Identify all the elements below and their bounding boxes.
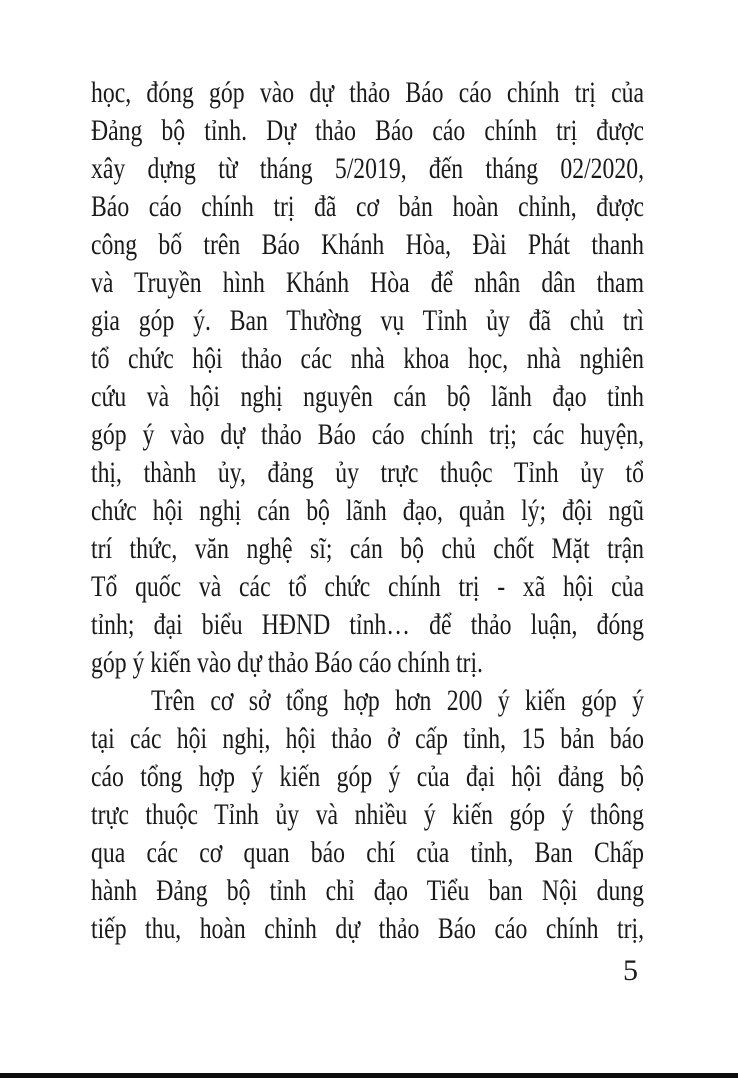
text-line: cứu và hội nghị nguyên cán bộ lãnh đạo tỉnh: [91, 380, 644, 413]
text-line: qua các cơ quan báo chí của tỉnh, Ban Chấp: [91, 836, 644, 869]
text-line: và Truyền hình Khánh Hòa để nhân dân tham: [91, 266, 644, 299]
text-line: tổ chức hội thảo các nhà khoa học, nhà nghiên: [91, 342, 644, 375]
text-line: Đảng bộ tỉnh. Dự thảo Báo cáo chính trị được: [91, 114, 644, 147]
text-line: Tổ quốc và các tổ chức chính trị - xã hội của: [91, 570, 644, 603]
text-line: Trên cơ sở tổng hợp hơn 200 ý kiến góp ý: [151, 684, 644, 717]
page-number: 5: [623, 954, 638, 987]
body-text: [91, 74, 644, 948]
text-line: thị, thành ủy, đảng ủy trực thuộc Tỉnh ủy tổ: [91, 456, 644, 489]
text-line: chức hội nghị cán bộ lãnh đạo, quản lý; đội ngũ: [91, 494, 644, 527]
text-line: trí thức, văn nghệ sĩ; cán bộ chủ chốt Mặt trận: [91, 532, 644, 565]
text-line: góp ý kiến vào dự thảo Báo cáo chính trị.: [91, 646, 483, 679]
text-line: tiếp thu, hoàn chỉnh dự thảo Báo cáo chính trị,: [91, 912, 644, 945]
text-line: cáo tổng hợp ý kiến góp ý của đại hội đảng bộ: [91, 760, 644, 793]
scan-bottom-edge: [0, 1073, 738, 1078]
text-line: gia góp ý. Ban Thường vụ Tỉnh ủy đã chủ trì: [91, 304, 644, 337]
text-line: tại các hội nghị, hội thảo ở cấp tỉnh, 15 bản báo: [91, 722, 644, 755]
text-line: công bố trên Báo Khánh Hòa, Đài Phát thanh: [91, 228, 644, 261]
text-line: góp ý vào dự thảo Báo cáo chính trị; các huyện,: [91, 418, 644, 451]
text-line: học, đóng góp vào dự thảo Báo cáo chính trị của: [91, 76, 644, 109]
text-line: hành Đảng bộ tỉnh chỉ đạo Tiểu ban Nội dung: [91, 874, 644, 907]
text-line: trực thuộc Tỉnh ủy và nhiều ý kiến góp ý thông: [91, 798, 644, 831]
text-line: Báo cáo chính trị đã cơ bản hoàn chỉnh, được: [91, 190, 644, 223]
text-line: tỉnh; đại biểu HĐND tỉnh… để thảo luận, đóng: [91, 608, 644, 641]
text-line: xây dựng từ tháng 5/2019, đến tháng 02/2020,: [91, 152, 644, 185]
